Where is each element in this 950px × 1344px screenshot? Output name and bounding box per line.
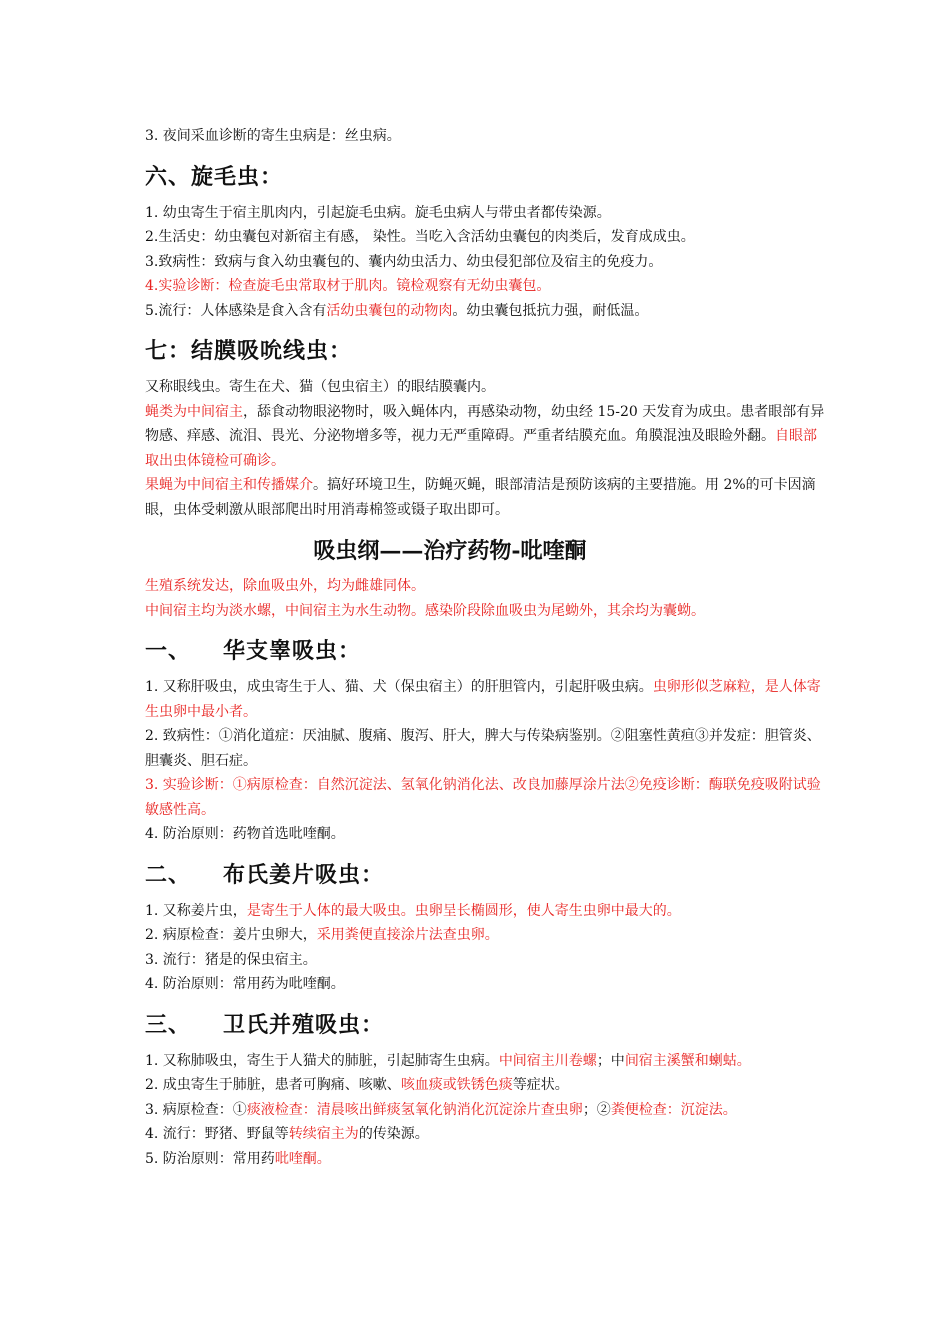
text-run: 1. 又称姜片虫， bbox=[145, 902, 247, 919]
section-paragonimus-heading bbox=[145, 1011, 825, 1039]
clonorchis-line-1 bbox=[145, 675, 825, 724]
section-name: 卫氏并殖吸虫： bbox=[223, 1011, 385, 1038]
fasciolopsis-line-1 bbox=[145, 899, 825, 924]
trematode-red-line-2: 中间宿主均为淡水螺，中间宿主为水生动物。感染阶段除血吸虫为尾蚴外，其余均为囊蚴。 bbox=[145, 602, 705, 619]
trichinella-line-4: 4.实验诊断：检查旋毛虫常取材于肌肉。镜检观察有无幼虫囊包。 bbox=[145, 278, 551, 294]
highlight-run: 转续宿主为 bbox=[288, 1126, 359, 1142]
thelazia-para-2 bbox=[145, 400, 825, 474]
text-run: ，舔食动物眼泌物时，吸入蝇体内，再感染动物，幼虫经 15-20 天发育为成虫。患者眼部有异物感、痒感、流泪、畏光、分泌物增多等，视力无严重障碍。严重者结膜充血。角膜混浊及眼睑外翻。 bbox=[145, 403, 825, 444]
text-run: 的传染源。 bbox=[358, 1126, 429, 1142]
trichinella-line-2: 2.生活史：幼虫囊包对新宿主有感， 染性。当吃入含活幼虫囊包的肉类后，发育成成虫。 bbox=[145, 229, 695, 245]
text-run: 5. 防治原则：常用药 bbox=[145, 1150, 275, 1167]
text-run: 1. 又称肺吸虫，寄生于人猫犬的肺脏，引起肺寄生虫病。 bbox=[145, 1052, 499, 1069]
trematode-title: 吸虫纲——治疗药物-吡喹酮 bbox=[313, 538, 587, 564]
highlight-run: 自眼部取出虫体镜检可确诊。 bbox=[145, 428, 817, 469]
text-run: ；中 bbox=[596, 1052, 625, 1069]
section-name: 华支睾吸虫： bbox=[223, 638, 362, 664]
document-page bbox=[145, 124, 825, 1171]
section-fasciolopsis-heading bbox=[145, 861, 825, 889]
section-number: 三、 bbox=[145, 1011, 192, 1038]
paragonimus-line-3 bbox=[145, 1098, 825, 1123]
highlight-run: 虫卵形似芝麻粒，是人体寄生虫卵中最小者。 bbox=[145, 679, 821, 720]
section-thelazia-heading: 七：结膜吸吮线虫： bbox=[145, 338, 353, 364]
section-clonorchis-heading bbox=[145, 637, 825, 665]
highlight-run: 痰液检查：清晨咳出鲜痰氢氧化钠消化沉淀涂片查虫卵 bbox=[246, 1101, 583, 1118]
text-run: 4. 流行：野猪、野鼠等 bbox=[145, 1126, 289, 1142]
thelazia-para-3 bbox=[145, 473, 825, 522]
text-run: 1. 又称肝吸虫，成虫寄生于人、猫、犬（保虫宿主）的肝胆管内，引起肝吸虫病。 bbox=[145, 679, 653, 695]
paragonimus-line-2 bbox=[145, 1073, 825, 1098]
clonorchis-line-3: 3. 实验诊断：①病原检查：自然沉淀法、氢氧化钠消化法、改良加藤厚涂片法②免疫诊断：酶联免疫吸附试验敏感性高。 bbox=[145, 777, 821, 818]
fasciolopsis-line-4: 4. 防治原则：常用药为吡喹酮。 bbox=[145, 976, 345, 992]
filariasis-line: 3. 夜间采血诊断的寄生虫病是：丝虫病。 bbox=[145, 128, 401, 144]
highlight-run: 中间宿主川卷螺 bbox=[498, 1052, 597, 1069]
highlight-run: 咳血痰或铁锈色痰 bbox=[400, 1077, 513, 1093]
paragonimus-line-5 bbox=[145, 1147, 825, 1172]
section-name: 布氏姜片吸虫： bbox=[223, 861, 385, 888]
paragonimus-line-1 bbox=[145, 1049, 825, 1074]
text-run: 2. 病原检查：姜片虫卵大， bbox=[145, 927, 317, 943]
highlight-run: 吡喹酮。 bbox=[274, 1150, 331, 1167]
text-run: 2. 成虫寄生于肺脏，患者可胸痛、咳嗽、 bbox=[145, 1077, 401, 1093]
thelazia-para-1: 又称眼线虫。寄生在犬、猫（包虫宿主）的眼结膜囊内。 bbox=[145, 379, 495, 395]
trematode-red-line-1: 生殖系统发达，除血吸虫外，均为雌雄同体。 bbox=[145, 578, 425, 594]
fasciolopsis-line-3: 3. 流行：猪是的保虫宿主。 bbox=[145, 951, 317, 968]
text-run: ；② bbox=[582, 1101, 611, 1118]
section-trichinella-heading: 六、旋毛虫： bbox=[145, 163, 284, 190]
trichinella-line-3: 3.致病性：致病与食入幼虫囊包的、囊内幼虫活力、幼虫侵犯部位及宿主的免疫力。 bbox=[145, 253, 663, 270]
text-run: 3. 病原检查：① bbox=[145, 1101, 247, 1118]
highlight-run: 间宿主溪蟹和蝲蛄。 bbox=[624, 1052, 751, 1069]
text-run: 5.流行：人体感染是食入含有 bbox=[145, 302, 327, 319]
trichinella-line-1: 1. 幼虫寄生于宿主肌肉内，引起旋毛虫病。旋毛虫病人与带虫者都传染源。 bbox=[145, 204, 611, 221]
section-number: 二、 bbox=[145, 861, 192, 888]
fasciolopsis-line-2 bbox=[145, 923, 825, 948]
clonorchis-line-4: 4. 防治原则：药物首选吡喹酮。 bbox=[145, 826, 345, 842]
highlight-run: 是寄生于人体的最大吸虫。虫卵呈长椭圆形，使人寄生虫卵中最大的。 bbox=[246, 902, 681, 919]
highlight-run: 活幼虫囊包的动物肉 bbox=[326, 302, 453, 319]
trichinella-line-5 bbox=[145, 299, 825, 324]
text-run: 。幼虫囊包抵抗力强，耐低温。 bbox=[452, 302, 649, 319]
highlight-run: 采用粪便直接涂片法查虫卵。 bbox=[316, 927, 499, 943]
highlight-run: 蝇类为中间宿主 bbox=[145, 403, 243, 420]
paragonimus-line-4 bbox=[145, 1122, 825, 1147]
highlight-run: 果蝇为中间宿主和传播媒介 bbox=[145, 477, 313, 493]
text-run: 。搞好环境卫生，防蝇灭蝇，眼部清洁是预防该病的主要措施。用 2%的可卡因滴眼，虫体受刺激从眼部爬出时用消毒棉签或镊子取出即可。 bbox=[145, 477, 816, 518]
section-number: 一、 bbox=[145, 638, 192, 664]
highlight-run: 粪便检查：沉淀法。 bbox=[610, 1101, 737, 1118]
text-run: 等症状。 bbox=[512, 1077, 569, 1093]
clonorchis-line-2: 2. 致病性：①消化道症：厌油腻、腹痛、腹泻、肝大，脾大与传染病鉴别。②阻塞性黄疸③并发症：胆管炎、胆囊炎、胆石症。 bbox=[145, 728, 821, 769]
